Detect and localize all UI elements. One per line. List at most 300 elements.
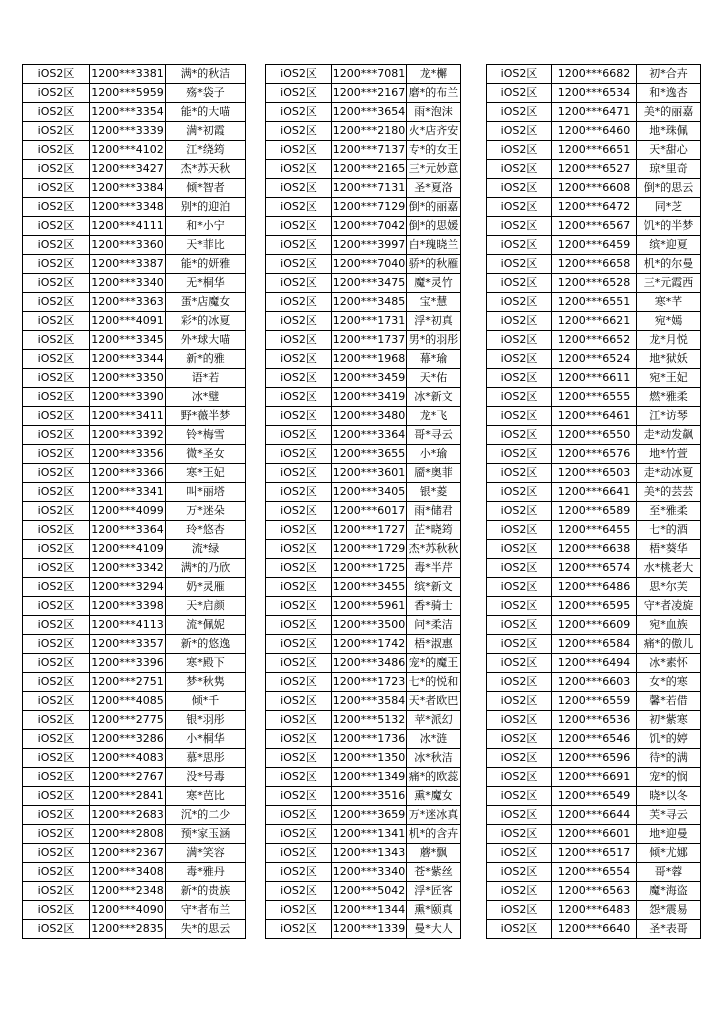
table-row [266,692,461,711]
account-id-cell: 1200***6455 [552,521,637,540]
table-row [23,502,246,521]
table-row [487,521,701,540]
server-cell: iOS2区 [23,882,90,901]
server-cell: iOS2区 [23,863,90,882]
account-id-cell: 1200***7137 [332,141,407,160]
account-id-cell: 1200***7042 [332,217,407,236]
account-id-cell: 1200***6563 [552,882,637,901]
nickname-cell: 万*迷朵 [166,502,246,521]
server-cell: iOS2区 [266,749,332,768]
account-id-cell: 1200***1339 [332,920,407,939]
table-row [23,768,246,787]
nickname-cell: 能*的大喵 [166,103,246,122]
nickname-cell: 雨*储君 [407,502,461,521]
account-id-cell: 1200***1723 [332,673,407,692]
account-id-cell: 1200***3480 [332,407,407,426]
table-row [266,901,461,920]
nickname-cell: 美*的丽嘉 [637,103,701,122]
nickname-cell: 满*的乃欣 [166,559,246,578]
server-cell: iOS2区 [487,198,552,217]
server-cell: iOS2区 [23,635,90,654]
nickname-cell: 苍*紫丝 [407,863,461,882]
account-id-cell: 1200***1725 [332,559,407,578]
server-cell: iOS2区 [23,787,90,806]
server-cell: iOS2区 [266,787,332,806]
server-cell: iOS2区 [266,407,332,426]
nickname-cell: 新*的雅 [166,350,246,369]
server-cell: iOS2区 [266,825,332,844]
account-id-cell: 1200***6536 [552,711,637,730]
nickname-cell: 天*启颜 [166,597,246,616]
table-row [266,597,461,616]
account-id-cell: 1200***3419 [332,388,407,407]
server-cell: iOS2区 [23,502,90,521]
table-row [266,787,461,806]
server-cell: iOS2区 [23,331,90,350]
server-cell: iOS2区 [266,616,332,635]
account-id-cell: 1200***3655 [332,445,407,464]
table-row [23,426,246,445]
table-row [266,616,461,635]
table-row [487,692,701,711]
nickname-cell: 哥*寻云 [407,426,461,445]
account-id-cell: 1200***2751 [90,673,166,692]
table-row [23,692,246,711]
table-row [23,312,246,331]
nickname-cell: 幕*瑜 [407,350,461,369]
table-row [487,825,701,844]
table-row [23,122,246,141]
table-row [487,103,701,122]
table-row [23,464,246,483]
server-cell: iOS2区 [266,369,332,388]
nickname-cell: 万*迷冰真 [407,806,461,825]
account-id-cell: 1200***6589 [552,502,637,521]
nickname-cell: 骄*的秋雁 [407,255,461,274]
nickname-cell: 饥*的婷 [637,730,701,749]
account-id-cell: 1200***3350 [90,369,166,388]
account-id-cell: 1200***6528 [552,274,637,293]
server-cell: iOS2区 [487,502,552,521]
account-id-cell: 1200***3363 [90,293,166,312]
table-row [266,654,461,673]
account-id-cell: 1200***4091 [90,312,166,331]
nickname-cell: 外*球大喵 [166,331,246,350]
nickname-cell: 满*笑容 [166,844,246,863]
account-id-cell: 1200***1349 [332,768,407,787]
account-id-cell: 1200***6621 [552,312,637,331]
account-id-cell: 1200***6584 [552,635,637,654]
server-cell: iOS2区 [266,578,332,597]
server-cell: iOS2区 [487,730,552,749]
table-row [23,711,246,730]
server-cell: iOS2区 [266,236,332,255]
nickname-cell: 晓*以冬 [637,787,701,806]
table-row [266,65,461,84]
server-cell: iOS2区 [266,217,332,236]
table-row [487,388,701,407]
nickname-cell: 江*绕筠 [166,141,246,160]
table-row [23,84,246,103]
nickname-cell: 寒*王妃 [166,464,246,483]
account-id-cell: 1200***2767 [90,768,166,787]
server-cell: iOS2区 [23,65,90,84]
nickname-cell: 宝*慧 [407,293,461,312]
account-id-cell: 1200***5042 [332,882,407,901]
server-cell: iOS2区 [487,274,552,293]
nickname-cell: 地*珠佩 [637,122,701,141]
nickname-cell: 寒*殿下 [166,654,246,673]
server-cell: iOS2区 [487,597,552,616]
nickname-cell: 饥*的半梦 [637,217,701,236]
account-id-cell: 1200***3516 [332,787,407,806]
account-id-cell: 1200***3384 [90,179,166,198]
server-cell: iOS2区 [23,141,90,160]
table-row [23,293,246,312]
nickname-cell: 熏*颐真 [407,901,461,920]
server-cell: iOS2区 [487,331,552,350]
nickname-cell: 白*瑰晓兰 [407,236,461,255]
table-row [487,711,701,730]
table-row [487,920,701,939]
server-cell: iOS2区 [23,578,90,597]
table-row [266,217,461,236]
nickname-cell: 龙*月悦 [637,331,701,350]
nickname-cell: 寒*芭比 [166,787,246,806]
server-cell: iOS2区 [487,350,552,369]
account-id-cell: 1200***6651 [552,141,637,160]
nickname-cell: 初*紫寒 [637,711,701,730]
nickname-cell: 失*的思云 [166,920,246,939]
nickname-cell: 冰*素怀 [637,654,701,673]
table-row [23,901,246,920]
nickname-cell: 初*合卉 [637,65,701,84]
server-cell: iOS2区 [487,312,552,331]
server-cell: iOS2区 [23,844,90,863]
server-cell: iOS2区 [487,255,552,274]
server-cell: iOS2区 [266,559,332,578]
account-id-cell: 1200***1731 [332,312,407,331]
table-row [266,920,461,939]
nickname-cell: 天*甜心 [637,141,701,160]
nickname-cell: 流*绿 [166,540,246,559]
account-id-cell: 1200***1344 [332,901,407,920]
nickname-cell: 宛*血族 [637,616,701,635]
table-row [266,730,461,749]
account-id-cell: 1200***4085 [90,692,166,711]
account-id-cell: 1200***3357 [90,635,166,654]
account-id-cell: 1200***7040 [332,255,407,274]
table-row [487,578,701,597]
server-cell: iOS2区 [23,274,90,293]
server-cell: iOS2区 [23,179,90,198]
table-row [23,806,246,825]
table-row [487,293,701,312]
nickname-cell: 魔*海盗 [637,882,701,901]
nickname-cell: 馨*若借 [637,692,701,711]
table-row [487,901,701,920]
account-id-cell: 1200***6638 [552,540,637,559]
nickname-cell: 满*初霞 [166,122,246,141]
account-id-cell: 1200***6691 [552,768,637,787]
table-row [487,654,701,673]
server-cell: iOS2区 [23,407,90,426]
table-row [23,578,246,597]
account-id-cell: 1200***3485 [332,293,407,312]
account-id-cell: 1200***2348 [90,882,166,901]
table-row [23,673,246,692]
account-id-cell: 1200***7081 [332,65,407,84]
server-cell: iOS2区 [23,122,90,141]
table-row [487,274,701,293]
nickname-cell: 机*的含卉 [407,825,461,844]
table-row [266,198,461,217]
server-cell: iOS2区 [23,255,90,274]
server-cell: iOS2区 [487,920,552,939]
nickname-cell: 怨*震易 [637,901,701,920]
nickname-cell: 天*者欧巴 [407,692,461,711]
nickname-cell: 和*逸杏 [637,84,701,103]
nickname-cell: 银*菱 [407,483,461,502]
table-row [23,787,246,806]
nickname-cell: 奶*灵雁 [166,578,246,597]
table-row [266,768,461,787]
table-row [23,255,246,274]
server-cell: iOS2区 [23,369,90,388]
server-cell: iOS2区 [266,920,332,939]
account-id-cell: 1200***4099 [90,502,166,521]
nickname-cell: 圣*夏洛 [407,179,461,198]
nickname-cell: 预*家玉涵 [166,825,246,844]
nickname-cell: 流*佩妮 [166,616,246,635]
table-row [266,236,461,255]
server-cell: iOS2区 [23,103,90,122]
account-id-cell: 1200***3387 [90,255,166,274]
server-cell: iOS2区 [23,198,90,217]
nickname-cell: 磨*的布兰 [407,84,461,103]
nickname-cell: 哥*蓉 [637,863,701,882]
table-row [23,540,246,559]
account-id-cell: 1200***5959 [90,84,166,103]
server-cell: iOS2区 [487,616,552,635]
account-id-cell: 1200***3659 [332,806,407,825]
account-id-cell: 1200***3345 [90,331,166,350]
account-id-cell: 1200***3364 [90,521,166,540]
account-id-cell: 1200***3396 [90,654,166,673]
table-row [23,65,246,84]
nickname-cell: 冰*新文 [407,388,461,407]
server-cell: iOS2区 [487,65,552,84]
account-id-cell: 1200***3475 [332,274,407,293]
table-row [487,255,701,274]
account-id-cell: 1200***3381 [90,65,166,84]
table-row [266,806,461,825]
server-cell: iOS2区 [266,711,332,730]
server-cell: iOS2区 [487,388,552,407]
table-row [266,274,461,293]
account-id-cell: 1200***4102 [90,141,166,160]
table-row [23,160,246,179]
server-cell: iOS2区 [23,597,90,616]
nickname-cell: 彩*的冰夏 [166,312,246,331]
account-id-cell: 1200***1350 [332,749,407,768]
table-row [266,749,461,768]
nickname-cell: 冰*璧 [166,388,246,407]
account-id-cell: 1200***6609 [552,616,637,635]
account-id-cell: 1200***4090 [90,901,166,920]
table-row [487,407,701,426]
server-cell: iOS2区 [23,160,90,179]
table-row [487,141,701,160]
table-row [266,179,461,198]
server-cell: iOS2区 [23,749,90,768]
account-id-cell: 1200***4109 [90,540,166,559]
server-cell: iOS2区 [266,692,332,711]
server-cell: iOS2区 [487,559,552,578]
table-row [487,787,701,806]
table-row [487,673,701,692]
account-id-cell: 1200***6640 [552,920,637,939]
account-id-cell: 1200***7129 [332,198,407,217]
server-cell: iOS2区 [266,844,332,863]
nickname-cell: 燃*雅柔 [637,388,701,407]
account-id-cell: 1200***6483 [552,901,637,920]
server-cell: iOS2区 [23,673,90,692]
nickname-cell: 专*的女王 [407,141,461,160]
nickname-cell: 铃*梅雪 [166,426,246,445]
table-row [266,160,461,179]
nickname-cell: 蛋*店魔女 [166,293,246,312]
server-cell: iOS2区 [487,825,552,844]
nickname-cell: 琼*里奇 [637,160,701,179]
account-id-cell: 1200***2775 [90,711,166,730]
nickname-cell: 梧*葵华 [637,540,701,559]
nickname-cell: 雨*泡沫 [407,103,461,122]
server-cell: iOS2区 [487,578,552,597]
account-id-cell: 1200***1341 [332,825,407,844]
account-id-cell: 1200***6555 [552,388,637,407]
table-row [23,483,246,502]
nickname-cell: 三*元妙意 [407,160,461,179]
server-cell: iOS2区 [266,65,332,84]
nickname-cell: 天*佑 [407,369,461,388]
nickname-cell: 野*薇半梦 [166,407,246,426]
table-row [23,141,246,160]
table-row [23,863,246,882]
server-cell: iOS2区 [487,521,552,540]
server-cell: iOS2区 [23,825,90,844]
nickname-cell: 香*骑士 [407,597,461,616]
account-id-cell: 1200***6460 [552,122,637,141]
server-cell: iOS2区 [23,920,90,939]
account-id-cell: 1200***2835 [90,920,166,939]
server-cell: iOS2区 [266,654,332,673]
nickname-cell: 和*小宁 [166,217,246,236]
account-id-cell: 1200***1968 [332,350,407,369]
table-row [487,65,701,84]
nickname-cell: 新*的贵族 [166,882,246,901]
server-cell: iOS2区 [487,407,552,426]
account-id-cell: 1200***6534 [552,84,637,103]
table-row [487,369,701,388]
table-row [266,635,461,654]
nickname-cell: 沉*的二少 [166,806,246,825]
table-row [266,863,461,882]
server-cell: iOS2区 [266,863,332,882]
server-cell: iOS2区 [266,331,332,350]
account-id-cell: 1200***1343 [332,844,407,863]
table-row [487,179,701,198]
nickname-cell: 缤*新文 [407,578,461,597]
account-id-cell: 1200***6472 [552,198,637,217]
nickname-cell: 新*的悠逸 [166,635,246,654]
table-row [266,103,461,122]
server-cell: iOS2区 [266,673,332,692]
nickname-cell: 蘑*飘 [407,844,461,863]
nickname-cell: 杰*苏天秋 [166,160,246,179]
table-row [23,597,246,616]
server-cell: iOS2区 [23,540,90,559]
nickname-cell: 宛*嫣 [637,312,701,331]
nickname-cell: 天*菲比 [166,236,246,255]
nickname-cell: 缤*迎夏 [637,236,701,255]
server-cell: iOS2区 [487,711,552,730]
nickname-cell: 机*的尔曼 [637,255,701,274]
account-id-cell: 1200***3356 [90,445,166,464]
server-cell: iOS2区 [487,863,552,882]
table-row [266,559,461,578]
table-row [266,369,461,388]
table-row [23,445,246,464]
account-id-cell: 1200***6550 [552,426,637,445]
server-cell: iOS2区 [23,692,90,711]
account-id-cell: 1200***6567 [552,217,637,236]
table-row [487,312,701,331]
account-id-cell: 1200***1727 [332,521,407,540]
table-row [487,464,701,483]
table-row [23,882,246,901]
table-row [487,502,701,521]
nickname-cell: 思*尔芙 [637,578,701,597]
table-row [487,160,701,179]
nickname-cell: 宠*的悯 [637,768,701,787]
nickname-cell: 火*店齐安 [407,122,461,141]
server-cell: iOS2区 [487,160,552,179]
table-row [266,882,461,901]
server-cell: iOS2区 [487,103,552,122]
server-cell: iOS2区 [23,217,90,236]
server-cell: iOS2区 [266,388,332,407]
nickname-cell: 小*瑜 [407,445,461,464]
table-row [23,521,246,540]
nickname-cell: 语*若 [166,369,246,388]
account-id-cell: 1200***6574 [552,559,637,578]
account-id-cell: 1200***6486 [552,578,637,597]
table-row [487,122,701,141]
account-id-cell: 1200***3390 [90,388,166,407]
winner-table-left [22,64,246,939]
table-row [487,730,701,749]
server-cell: iOS2区 [487,179,552,198]
account-id-cell: 1200***6546 [552,730,637,749]
table-row [487,483,701,502]
account-id-cell: 1200***6503 [552,464,637,483]
account-id-cell: 1200***3486 [332,654,407,673]
nickname-cell: 殇*袋子 [166,84,246,103]
server-cell: iOS2区 [487,654,552,673]
server-cell: iOS2区 [487,464,552,483]
account-id-cell: 1200***3354 [90,103,166,122]
